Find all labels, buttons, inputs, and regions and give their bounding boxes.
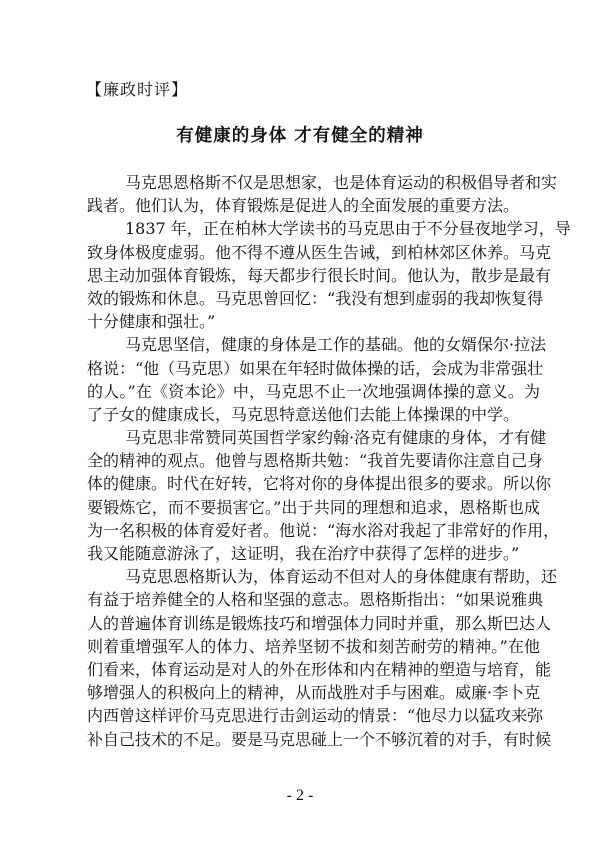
text-line: 则着重增强军人的体力、培养坚韧不拔和刻苦耐劳的精神。”在他	[87, 636, 540, 656]
text-line: 致身体极度虚弱。他不得不遵从医生告诫，到柏林郊区休养。马克	[87, 242, 552, 262]
text-line: 践者。他们认为，体育锻炼是促进人的全面发展的重要方法。	[87, 196, 520, 216]
text-line: 了子女的健康成长，马克思特意送他们去能上体操课的中学。	[87, 404, 520, 424]
text-line: 要锻炼它，而不要损害它。”出于共同的理想和追求，恩格斯也成	[87, 497, 540, 517]
text-line: 格说：“他（马克思）如果在年轻时做体操的话，会成为非常强壮	[87, 358, 544, 378]
text-line: 马克思坚信，健康的身体是工作的基础。他的女婿保尔·拉法	[125, 335, 547, 355]
text-line: 马克思恩格斯不仅是思想家，也是体育运动的积极倡导者和实	[125, 173, 558, 192]
text-line: 1837 年，正在柏林大学读书的马克思由于不分昼夜地学习，导	[125, 219, 571, 239]
text-line: 马克思恩格斯认为，体育运动不但对人的身体健康有帮助，还	[125, 567, 558, 587]
text-line: 内西曾这样评价马克思进行击剑运动的情景：“他尽力以猛攻来弥	[87, 706, 544, 726]
text-line: 马克思非常赞同英国哲学家约翰·洛克有健康的身体，才有健	[125, 428, 547, 448]
text-line: 为一名积极的体育爱好者。他说：“海水浴对我起了非常好的作用，	[87, 520, 560, 540]
text-line: 思主动加强体育锻炼，每天都步行很长时间。他认为，散步是最有	[87, 265, 552, 285]
text-line: 有益于培养健全的人格和坚强的意志。恩格斯指出：“如果说雅典	[87, 590, 544, 610]
text-line: 效的锻炼和休息。马克思曾回忆：“我没有想到虚弱的我却恢复得	[87, 288, 544, 308]
paragraph	[87, 333, 547, 426]
paragraph	[87, 565, 558, 751]
paragraph	[87, 426, 560, 565]
article-title: 有健康的身体 才有健全的精神	[176, 126, 424, 146]
text-line: 我又能随意游泳了，这证明，我在治疗中获得了怎样的进步。”	[87, 544, 520, 563]
text-line: 够增强人的积极向上的精神，从而战胜对手与困难。威廉·李卜克	[87, 683, 541, 703]
article-body	[87, 171, 571, 751]
text-line: 的人。”在《资本论》中，马克思不止一次地强调体操的意义。为	[87, 381, 540, 401]
text-line: 补自己技术的不足。要是马克思碰上一个不够沉着的对手，有时候	[87, 729, 552, 749]
page-number: - 2 -	[286, 787, 314, 804]
paragraph	[87, 171, 558, 217]
text-line: 人的普遍体育训练是锻炼技巧和增强体力同时并重，那么斯巴达人	[87, 613, 552, 633]
section-label: 【廉政时评】	[86, 80, 189, 99]
paragraph	[87, 217, 571, 333]
text-line: 们看来，体育运动是对人的外在形体和内在精神的塑造与培育，能	[87, 659, 552, 679]
text-line: 十分健康和强壮。”	[87, 312, 216, 332]
text-line: 全的精神的观点。他曾与恩格斯共勉：“我首先要请你注意自己身	[87, 451, 544, 471]
text-line: 体的健康。时代在好转，它将对你的身体提出很多的要求。所以你	[87, 474, 552, 494]
